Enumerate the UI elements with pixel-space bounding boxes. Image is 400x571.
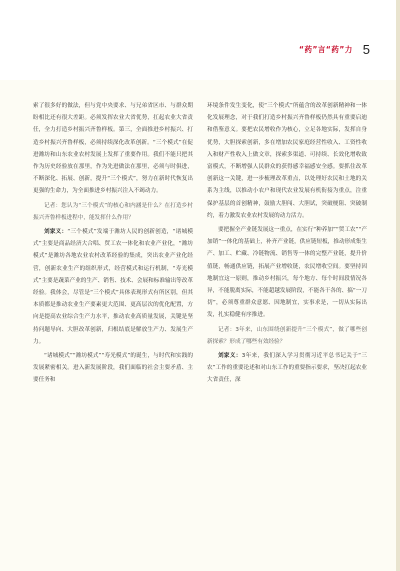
- interview-question: 记者：3年来，山东围绕创新提升“三个模式”，做了哪些创新探索？形成了哪些有效经验？: [207, 326, 367, 345]
- interview-answer: [33, 226, 193, 348]
- paragraph: 要把握全产业链发展这一重点，在实行“种养加”“贸工农”“产加销”一体化的基础上，补齐产业链，供应链短板，推动形成集生产、加工、贮藏、冷链物流、销售等一体的完整产业链，提升价值链，畅通供应链，拓展产业增收链，农民增收空间。要坚持因地制宜这一原则，推动乡村振兴，每个地方、每个时间段情况各异，不能脱离实际，不能超越发展阶段，不能各干各的、搞“一刀切”，必须尊重群众意愿、因地制宜，实事求是，一切从实际出发，扎实稳健有序推进。: [207, 227, 367, 319]
- page-number: 5: [362, 42, 370, 57]
- right-column: [207, 100, 367, 555]
- section-label: “药”言“药”力: [299, 45, 353, 54]
- paragraph: “诸城模式”“潍坊模式”“寿光模式”的诞生，与时代和实践的发展紧密相关。进入新发展阶段，我们面临的社会主要矛盾、主要任务和: [33, 353, 193, 384]
- page-edge-bar: [396, 0, 400, 571]
- page-top-margin: [0, 0, 400, 80]
- interview-answer: [207, 350, 367, 387]
- page-header: [299, 42, 370, 57]
- left-column: [33, 100, 193, 555]
- paragraph: 环境条件发生变化，使“三个模式”所蕴含的改革创新精神和一体化发展理念，对于我们打造乡村振兴齐鲁样板仍然具有重要启迪和借鉴意义。要把农民增收作为核心，立足各地实际，发挥自身优势，大胆探索创新，多在增加农民家庭经营性收入、工资性收入和财产性收入上做文章，探索多渠道、可持续、长效化增收致富模式，不断增强人民群众的获得感幸福感安全感。要抓住改革创新这一关键，进一步梳理改革重点，以处理好农民和土地的关系为主线，以推动小农户和现代农业发展有机衔接为重点，注重保护基层的首创精神，鼓励大胆闯、大胆试，突破梗阻、突破制约，着力激发农业农村发展的动力活力。: [207, 103, 367, 219]
- speaker-name: 刘家义：: [44, 229, 68, 236]
- speaker-name: 刘家义：: [218, 353, 242, 360]
- answer-text: “三个模式”发端于潍坊人民的创新创造，“诸城模式”主要是商品经济大合唱、贸工农一体化和农业产业化，“潍坊模式”是潍坊各地农业农村改革经验的集成，突出农业产业化经营，创新农业生产的组织形式，经营模式和运行机制，“寿光模式”主要是蔬菜产业的生产、销售、技术、会展和标准输出等改革经验。我体会，尽管是“三个模式”具体表现形式有所区别，但其本质都是推动农业生产要素更大范围、更高层次的优化配置，方向是提高农业综合生产力水平，推动农业高质量发展，关键是坚持问题导向、大胆改革创新，归根结底是解放生产力、发展生产力。: [33, 229, 193, 345]
- article-body: [33, 100, 367, 555]
- answer-text: 3年来，我们深入学习贯彻习近平总书记关于“三农”工作的重要论述和对山东工作的重要指示要求，坚决扛起农业大省责任，深: [207, 353, 367, 384]
- paragraph: 索了很多好的做法，但与党中央要求、与兄弟省区市、与群众期盼相比还有很大差距。必须发挥农业大省优势，扛起农业大省责任，全力打造乡村振兴齐鲁样板。第三，全面推进乡村振兴、打造乡村振兴齐鲁样板，必须持续深化改革创新。“三个模式”在促进潍坊和山东农业农村发展上发挥了重要作用。我们不能只把其作为历史经验放在那里，作为先进做法在那里，必须与时俱进，不断深化、拓展、创新，提升“三个模式”，努力在新时代恢复出更强的生命力，为全面推进乡村振兴注入不竭动力。: [33, 103, 193, 195]
- interview-question: 记者：您认为“三个模式”的核心和内涵是什么？在打造乡村振兴齐鲁样板进程中，能发挥什么作用？: [33, 202, 193, 221]
